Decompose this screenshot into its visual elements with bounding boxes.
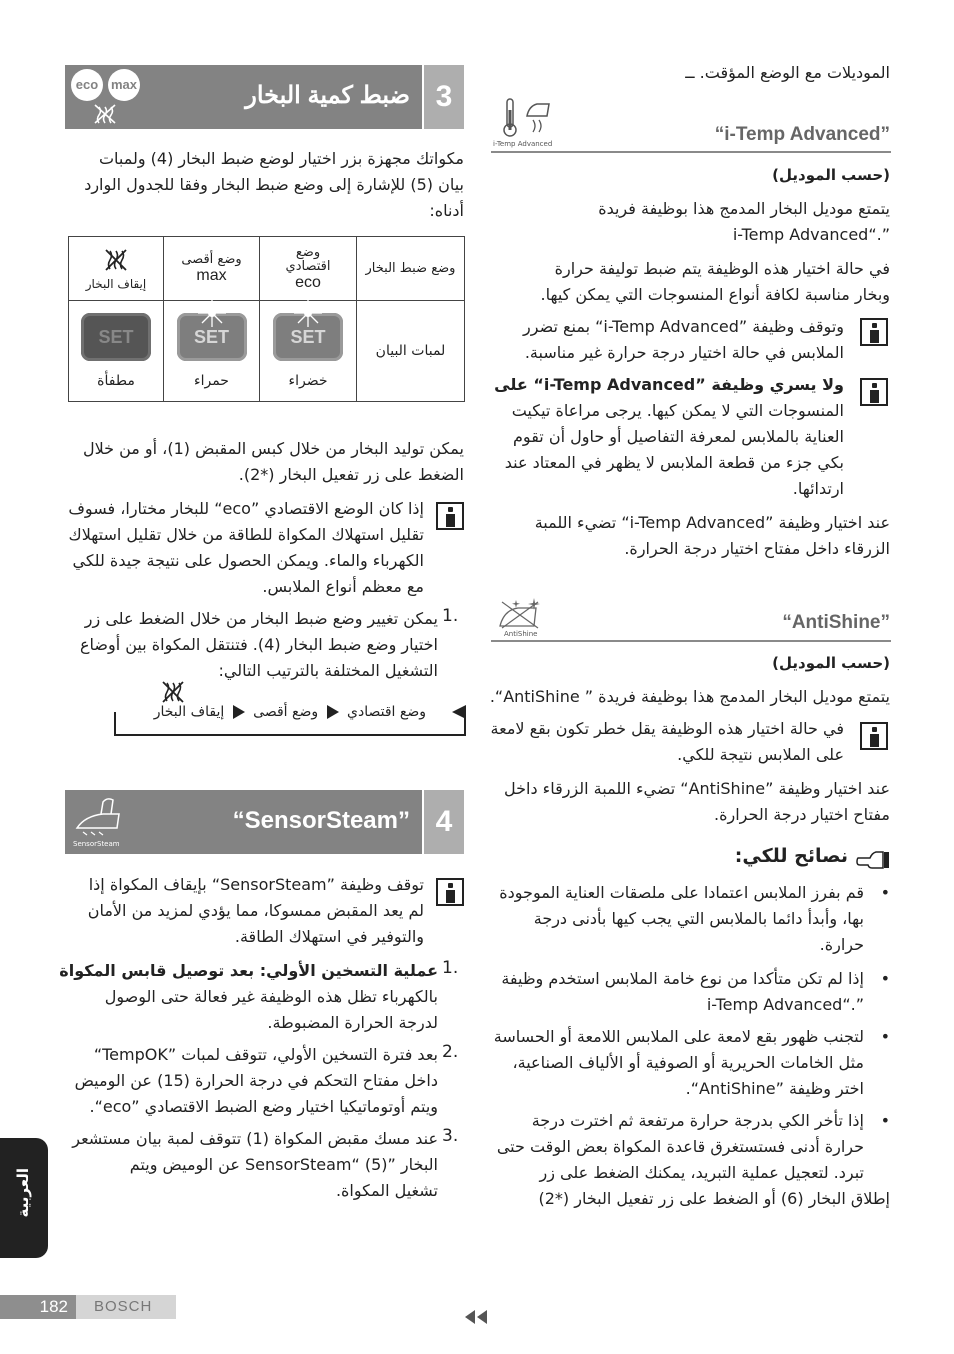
flow-off: إيقاف البخار bbox=[153, 704, 225, 720]
section-number: 4 bbox=[422, 790, 464, 854]
mode-cycle-diagram bbox=[114, 706, 464, 736]
antishine-paragraph-2: عند اختيار وظيفة ”AntiShine“ تضيء اللمبة الزرقاء داخل مفتاح اختيار درجة الحرارة. bbox=[504, 779, 890, 824]
itemp-paragraph-2: في حالة اختيار هذه الوظيفة يتم ضبط توليفة حرارة وبخار مناسبة لكافة أنواع المنسوجات التي يمكن كيها. bbox=[540, 259, 890, 304]
tip-item: • إذا تأخر الكي بدرجة حرارة مرتفعة ثم اخترت درجة حرارة أدنى فستستغرق قاعدة المكواة بعض الوقت حتى تبرد. لتعجيل عملية التبريد، يمكنك الضغط على زر إطلاق البخار (6) أو الضغط على زر تفعيل البخار (*2) bbox=[484, 1108, 864, 1212]
itemp-note-2: ولا يسري وظيفة ”i-Temp Advanced“ على المنسوجات التي لا يمكن كيها. يرجى مراعاة تيكيت العناية بالملابس لمعرفة التفاصيل أو حاول أن تقوم بكي جزء من قطعة الملابس لا يظهر في المعتاد عند ارتدائها. bbox=[494, 375, 844, 498]
arrow-icon bbox=[233, 705, 245, 719]
step-2-text: بعد فترة التسخين الأولي، تتوقف لمبات ”TempOK“ داخل مفتاح التحكم في درجة الحرارة (15) عن الوميض ويتم أوتوماتيكيا اختيار وضع الضبط الاقتصادي ”eco“. bbox=[74, 1045, 438, 1116]
itemp-divider bbox=[491, 151, 891, 153]
step-number: 1. bbox=[442, 606, 459, 626]
antishine-model-note: (حسب الموديل) bbox=[772, 654, 890, 672]
info-icon bbox=[860, 722, 888, 750]
itemp-note-1: وتوقف وظيفة ”i-Temp Advanced“ بمنع تضرر الملابس في حالة اختيار درجة حرارة غير مناسبة. bbox=[523, 317, 844, 362]
antishine-note: في حالة اختيار هذه الوظيفة يقل خطر تكون بقع لامعة على الملابس نتيجة للكي. bbox=[490, 719, 844, 764]
info-icon bbox=[860, 378, 888, 406]
flow-eco: وضع اقتصادي bbox=[347, 704, 426, 720]
itemp-icon-caption: i-Temp Advanced bbox=[493, 140, 553, 148]
steam-settings-table bbox=[68, 236, 465, 402]
page-number: 182 bbox=[0, 1295, 76, 1319]
state-off: SET مطفأة bbox=[69, 301, 164, 402]
itemp-paragraph-3: عند اختيار وظيفة ”i-Temp Advanced“ تضيء اللمبة الزرقاء داخل مفتاح اختيار درجة الحرارة. bbox=[534, 513, 890, 558]
row-label: لمبات البيان bbox=[357, 301, 465, 402]
tip-item: • لتجنب ظهور بقع لامعة على الملابس اللامعة أو الحساسة مثل الخامات الحريرية أو الصوفية أو الألياف الصناعية، اختر وظيفة ”AntiShine“. bbox=[484, 1024, 864, 1102]
steam-off-icon bbox=[93, 103, 117, 125]
arrow-icon bbox=[452, 705, 466, 719]
tip-item: • إذا لم تكن متأكدا من نوع خامة الملابس استخدم وظيفة ”.“i-Temp Advanced bbox=[484, 966, 864, 1018]
antishine-icon-caption: AntiShine bbox=[504, 630, 538, 638]
sensorsteam-note: توقف وظيفة ”SensorSteam“ بإيقاف المكواة إذا لم يعد المقبض ممسوكا، مما يؤدي لمزيد من الأمان والتوفير في استهلاك الطاقة. bbox=[87, 875, 424, 946]
section-title: “SensorSteam” bbox=[232, 807, 410, 834]
step-3-text: عند مسك مقبض المكواة (1) تتوقف لمبة بيان مستشعر البخار ”SensorSteam“ (5) عن الوميض ويتم تشغيل المكواة. bbox=[72, 1129, 438, 1200]
itemp-heading: “i-Temp Advanced” bbox=[714, 124, 890, 145]
light-burst-icon bbox=[198, 299, 226, 327]
tips-heading: نصائح للكي: bbox=[734, 845, 848, 867]
header-max: وضع أقصى max bbox=[164, 237, 260, 301]
step-1-text: عملية التسخين الأولي: بعد توصيل قابس المكواة بالكهرباء تظل هذه الوظيفة غير فعالة حتى الوصول لدرجة الحرارة المضبوطة. bbox=[59, 961, 438, 1032]
sensorsteam-icon: SensorSteam bbox=[73, 794, 129, 850]
steam-off-icon bbox=[69, 247, 163, 277]
language-tab: العربية bbox=[0, 1138, 48, 1258]
step-number: 2. bbox=[442, 1042, 459, 1062]
antishine-divider bbox=[491, 640, 891, 642]
itemp-paragraph-1: يتمتع موديل البخار المدمج هذا بوظيفة فريدة ”.“i-Temp Advanced bbox=[598, 199, 890, 244]
section-4-banner bbox=[65, 790, 464, 854]
brand-name: BOSCH bbox=[94, 1298, 153, 1315]
page-back-icon bbox=[463, 1309, 489, 1328]
antishine-paragraph-1: يتمتع موديل البخار المدمج هذا بوظيفة فريدة ” AntiShine“. bbox=[489, 687, 890, 706]
state-eco: SET خضراء bbox=[260, 301, 357, 402]
section-title: ضبط كمية البخار bbox=[245, 82, 410, 109]
steam-off-icon bbox=[160, 680, 186, 708]
section-number: 3 bbox=[422, 65, 464, 129]
itemp-model-note: (حسب الموديل) bbox=[772, 166, 890, 184]
antishine-heading: “AntiShine” bbox=[782, 612, 890, 633]
eco-badge: eco bbox=[71, 69, 103, 101]
tip-item: • قم بفرز الملابس اعتمادا على ملصقات العناية الموجودة بها، وأبدأ دائما بالملابس التي يجب كيها بأدنى درجة حرارة. bbox=[484, 880, 864, 958]
section-3-paragraph-2: يمكن توليد البخار من خلال كبس المقبض (1)، أو من خلال الضغط على زر تفعيل البخار (*2). bbox=[82, 439, 464, 484]
thermometer-iron-icon bbox=[493, 96, 557, 150]
antishine-icon bbox=[494, 596, 546, 640]
header-off: إيقاف البخار bbox=[69, 237, 164, 301]
eco-note: إذا كان الوضع الاقتصادي ”eco“ للبخار مختارا، فسوف تقليل استهلاك المكواة للطاقة من خلال تقليل استهلاك الكهرباء والماء. ويمكن الحصول على نتيجة جيدة للكي مع معظم أنواع الملابس. bbox=[68, 499, 424, 596]
state-max: SET حمراء bbox=[164, 301, 260, 402]
set-button-max: SET bbox=[177, 313, 247, 361]
header-eco: وضع اقتصادي eco bbox=[260, 237, 357, 301]
max-badge: max bbox=[108, 69, 140, 101]
set-button-eco: SET bbox=[273, 313, 343, 361]
arrow-icon bbox=[327, 705, 339, 719]
info-icon bbox=[860, 318, 888, 346]
info-icon bbox=[436, 878, 464, 906]
pointing-hand-icon bbox=[856, 848, 890, 870]
intro-line: الموديلات مع الوضع المؤقت. ــ bbox=[685, 63, 890, 82]
flow-max: وضع أقصى bbox=[253, 704, 319, 720]
step-1-text: يمكن تغيير وضع ضبط البخار من خلال الضغط على زر اختيار وضع ضبط البخار (4). فتنتقل المكواة بين أوضاع التشغيل المختلفة بالترتيب التالي: bbox=[79, 609, 438, 680]
step-number: 1. bbox=[442, 958, 459, 978]
step-number: 3. bbox=[442, 1126, 459, 1146]
header-setting: وضع ضبط البخار bbox=[357, 237, 465, 301]
set-button-off: SET bbox=[81, 313, 151, 361]
section-3-paragraph: مكواتك مجهزة بزر اختيار لوضع ضبط البخار (4) ولمبات بيان (5) للإشارة إلى وضع ضبط البخار وفقا للجدول الوارد أدناه: bbox=[84, 149, 464, 220]
section-3-banner bbox=[65, 65, 464, 129]
info-icon bbox=[436, 502, 464, 530]
light-burst-icon bbox=[294, 299, 322, 327]
